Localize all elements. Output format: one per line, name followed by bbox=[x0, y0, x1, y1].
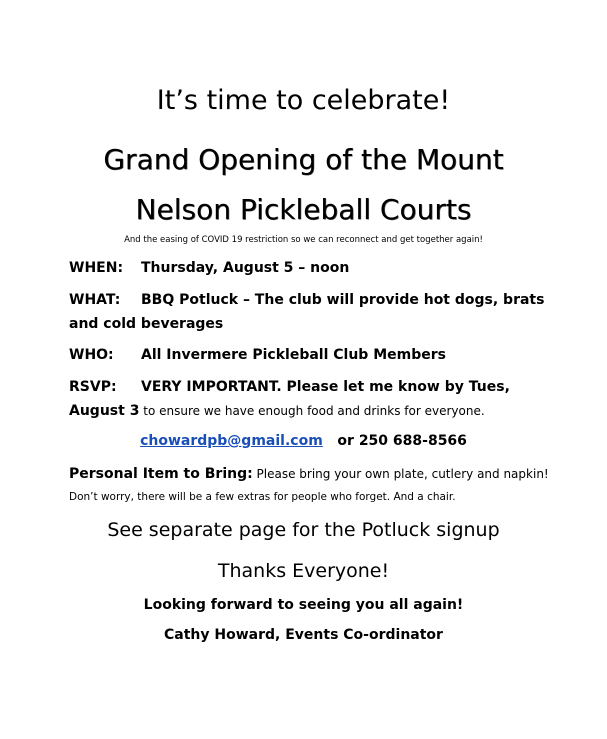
when-label: WHEN: bbox=[69, 260, 124, 276]
what-value-line-1: BBQ Potluck – The club will provide hot dogs, brats bbox=[141, 292, 545, 308]
title-line-2: Nelson Pickleball Courts bbox=[135, 193, 472, 226]
title-line-1: Grand Opening of the Mount bbox=[103, 143, 504, 176]
rsvp-row-continued bbox=[69, 402, 485, 420]
who-row bbox=[69, 346, 446, 364]
when-row bbox=[69, 259, 349, 277]
rsvp-value-line-1: VERY IMPORTANT. Please let me know by Tues, bbox=[141, 379, 510, 395]
rsvp-row bbox=[69, 378, 510, 396]
headline: It’s time to celebrate! bbox=[156, 85, 451, 116]
what-label: WHAT: bbox=[69, 292, 121, 308]
personal-item-note-row bbox=[69, 487, 456, 506]
subtitle: And the easing of COVID 19 restriction so we can reconnect and get together again! bbox=[124, 235, 483, 245]
what-row bbox=[69, 291, 544, 309]
potluck-note: See separate page for the Potluck signup bbox=[107, 519, 500, 541]
rsvp-label: RSVP: bbox=[69, 379, 117, 395]
phone-number: or 250 688-8566 bbox=[337, 433, 467, 449]
who-label: WHO: bbox=[69, 347, 114, 363]
rsvp-note: to ensure we have enough food and drinks for everyone. bbox=[139, 404, 485, 418]
thanks: Thanks Everyone! bbox=[217, 560, 390, 582]
signature: Cathy Howard, Events Co-ordinator bbox=[164, 627, 443, 643]
when-value: Thursday, August 5 – noon bbox=[141, 260, 350, 276]
rsvp-deadline: August 3 bbox=[69, 403, 140, 419]
email-link[interactable]: chowardpb@gmail.com bbox=[140, 433, 323, 449]
personal-item-row bbox=[69, 465, 549, 483]
closing: Looking forward to seeing you all again! bbox=[143, 597, 464, 613]
contact-row bbox=[0, 432, 607, 450]
what-value-line-2: and cold beverages bbox=[69, 316, 224, 332]
what-row-continued bbox=[69, 315, 223, 333]
personal-item-note: Don’t worry, there will be a few extras for people who forget. And a chair. bbox=[69, 491, 456, 503]
who-value: All Invermere Pickleball Club Members bbox=[141, 347, 446, 363]
personal-item-text: Please bring your own plate, cutlery and napkin! bbox=[252, 467, 549, 481]
personal-item-label: Personal Item to Bring: bbox=[69, 466, 253, 482]
